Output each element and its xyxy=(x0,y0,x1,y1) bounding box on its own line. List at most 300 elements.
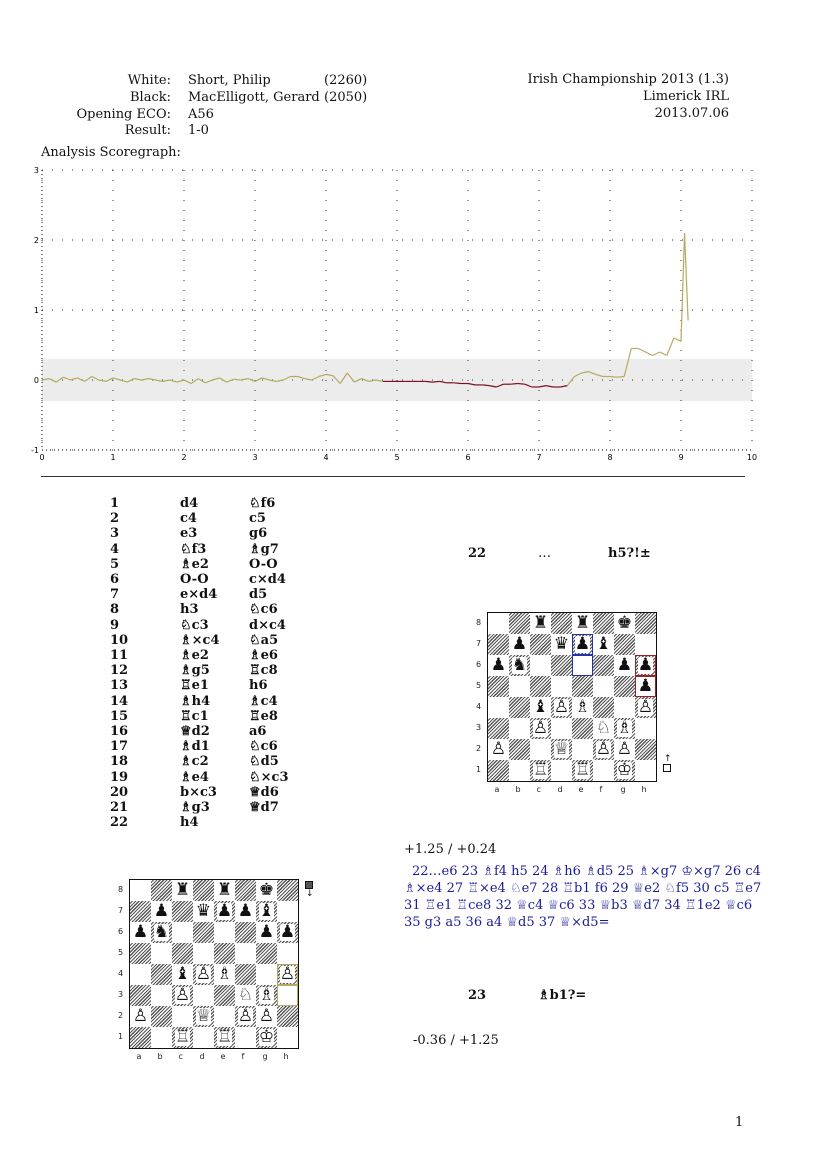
white-move: ♕d2 xyxy=(180,724,210,739)
white-pawn-icon: ♙ xyxy=(279,963,296,984)
white-pawn-icon: ♙ xyxy=(258,1005,275,1026)
square-d5 xyxy=(551,676,572,697)
move-number: 19 xyxy=(110,769,129,785)
black-pawn-icon: ♟ xyxy=(237,900,254,921)
black-pawn-icon: ♟ xyxy=(490,654,507,675)
square-c7 xyxy=(530,634,551,655)
black-rook-icon: ♜ xyxy=(574,612,591,633)
square-f2 xyxy=(235,1006,256,1027)
square-e5 xyxy=(214,943,235,964)
white-bishop-icon: ♗ xyxy=(574,696,591,717)
move-row xyxy=(0,663,330,678)
white-move: ♗×c4 xyxy=(180,632,220,648)
score-segment xyxy=(482,385,489,386)
file-label: f xyxy=(599,785,603,794)
score-segment xyxy=(667,338,674,356)
score-segment xyxy=(511,384,518,385)
file-label: c xyxy=(178,1052,183,1061)
white-move: e×d4 xyxy=(180,587,218,603)
move-number: 20 xyxy=(110,784,129,800)
white-move: O-O xyxy=(180,572,209,587)
analysis-scoregraph xyxy=(30,162,760,467)
x-tick-label: 5 xyxy=(394,453,400,462)
rank-label: 3 xyxy=(476,722,482,732)
move-row xyxy=(0,739,330,754)
file-label: c xyxy=(536,785,541,794)
move-highlight xyxy=(572,634,593,655)
square-f8 xyxy=(593,613,614,634)
rank-label: 2 xyxy=(476,743,482,753)
white-move: ♗d1 xyxy=(180,739,210,755)
black-move: ♗e6 xyxy=(249,648,278,663)
file-label: g xyxy=(262,1052,268,1061)
square-g7 xyxy=(256,901,277,922)
white-move: ♗e4 xyxy=(180,769,209,785)
square-e3 xyxy=(572,718,593,739)
square-d1 xyxy=(193,1027,214,1048)
eval-move22: +1.25 / +0.24 xyxy=(404,842,497,857)
black-pawn-icon: ♟ xyxy=(511,633,528,654)
black-move: ♘×c3 xyxy=(249,769,289,785)
square-h4 xyxy=(635,697,656,718)
white-bishop-icon: ♗ xyxy=(616,717,633,738)
score-segment xyxy=(681,233,685,342)
white-elo: (2260) xyxy=(324,73,368,88)
square-c6 xyxy=(172,922,193,943)
square-f6 xyxy=(593,655,614,676)
black-move: ♕d6 xyxy=(249,784,279,800)
black-label: Black: xyxy=(130,90,171,105)
move-row xyxy=(0,785,330,800)
black-move: h6 xyxy=(249,678,268,694)
move-highlight xyxy=(572,655,593,676)
turn-indicator-icon: ↑ xyxy=(663,754,672,772)
black-pawn-icon: ♟ xyxy=(637,675,654,696)
square-e2 xyxy=(572,739,593,760)
page-number: 1 xyxy=(735,1115,744,1130)
move-number: 4 xyxy=(110,541,120,557)
black-move: ♘c6 xyxy=(249,602,278,618)
rank-label: 5 xyxy=(476,680,482,690)
white-king-icon: ♔ xyxy=(258,1026,275,1047)
rank-label: 8 xyxy=(118,884,124,894)
y-tick-label: 3 xyxy=(33,166,39,175)
move-number: 10 xyxy=(110,632,129,648)
square-b5 xyxy=(509,676,530,697)
move22-number: 22 xyxy=(468,546,487,561)
rank-label: 6 xyxy=(476,659,482,669)
move-row xyxy=(0,511,330,526)
square-f8 xyxy=(235,880,256,901)
square-g1 xyxy=(614,760,635,781)
event-date: 2013.07.06 xyxy=(654,106,729,121)
square-b4 xyxy=(509,697,530,718)
square-c1 xyxy=(172,1027,193,1048)
score-segment xyxy=(617,377,624,378)
file-label: a xyxy=(494,785,500,794)
square-g5 xyxy=(614,676,635,697)
move-row xyxy=(0,496,330,511)
black-king-icon: ♚ xyxy=(258,879,275,900)
file-label: f xyxy=(241,1052,245,1061)
black-move: d×c4 xyxy=(249,617,286,633)
white-move: h4 xyxy=(180,815,199,831)
move-number: 7 xyxy=(110,587,120,603)
white-pawn-icon: ♙ xyxy=(132,1005,149,1026)
white-pawn-icon: ♙ xyxy=(490,738,507,759)
score-segment xyxy=(518,384,525,385)
black-queen-icon: ♛ xyxy=(195,900,212,921)
square-g2 xyxy=(256,1006,277,1027)
square-d8 xyxy=(193,880,214,901)
white-move: ♖e1 xyxy=(180,678,209,694)
move-row xyxy=(0,557,330,572)
black-king-icon: ♚ xyxy=(616,612,633,633)
file-label: b xyxy=(515,785,521,794)
move23-move: ♗b1?= xyxy=(538,988,587,1003)
black-pawn-icon: ♟ xyxy=(132,921,149,942)
square-f6 xyxy=(235,922,256,943)
square-e7 xyxy=(214,901,235,922)
rank-label: 1 xyxy=(118,1031,124,1041)
square-d2 xyxy=(551,739,572,760)
square-e3 xyxy=(214,985,235,1006)
square-g4 xyxy=(256,964,277,985)
square-c1 xyxy=(530,760,551,781)
result-label: Result: xyxy=(124,123,171,138)
x-tick-label: 6 xyxy=(465,453,471,462)
square-d8 xyxy=(551,613,572,634)
square-a7 xyxy=(130,901,151,922)
white-name: Short, Philip xyxy=(188,73,271,88)
square-a4 xyxy=(488,697,509,718)
square-h8 xyxy=(635,613,656,634)
score-segment xyxy=(685,233,689,321)
white-king-icon: ♔ xyxy=(616,759,633,780)
score-segment xyxy=(433,381,440,382)
x-tick-label: 10 xyxy=(746,453,758,462)
square-f3 xyxy=(593,718,614,739)
file-label: d xyxy=(199,1052,205,1061)
file-label: h xyxy=(283,1052,289,1061)
black-knight-icon: ♞ xyxy=(511,654,528,675)
rank-label: 7 xyxy=(476,638,482,648)
score-segment xyxy=(454,383,461,384)
black-move: c×d4 xyxy=(249,572,286,587)
white-move: ♘c3 xyxy=(180,617,209,633)
white-move: ♗g5 xyxy=(180,663,210,679)
white-move: h3 xyxy=(180,602,199,618)
square-f2 xyxy=(593,739,614,760)
white-rook-icon: ♖ xyxy=(532,759,549,780)
square-d7 xyxy=(193,901,214,922)
square-c8 xyxy=(530,613,551,634)
square-g8 xyxy=(256,880,277,901)
square-g1 xyxy=(256,1027,277,1048)
square-h6 xyxy=(277,922,298,943)
square-e8 xyxy=(572,613,593,634)
white-move: ♗g3 xyxy=(180,800,210,815)
square-c5 xyxy=(172,943,193,964)
square-b8 xyxy=(151,880,172,901)
eco-label: Opening ECO: xyxy=(76,107,171,122)
move-row xyxy=(0,724,330,739)
black-pawn-icon: ♟ xyxy=(616,654,633,675)
white-move: ♗h4 xyxy=(180,693,211,709)
score-segment xyxy=(425,381,432,382)
square-a5 xyxy=(488,676,509,697)
white-bishop-icon: ♗ xyxy=(216,963,233,984)
square-g3 xyxy=(614,718,635,739)
move-number: 22 xyxy=(110,815,129,831)
y-tick-label: 0 xyxy=(33,376,39,385)
square-a1 xyxy=(130,1027,151,1048)
square-c7 xyxy=(172,901,193,922)
white-label: White: xyxy=(127,73,171,88)
black-move: ♗g7 xyxy=(249,541,279,557)
move-row xyxy=(0,694,330,709)
move-number: 18 xyxy=(110,754,129,770)
square-f3 xyxy=(235,985,256,1006)
square-b7 xyxy=(151,901,172,922)
square-b6 xyxy=(509,655,530,676)
x-tick-label: 7 xyxy=(536,453,542,462)
black-move: ♘c6 xyxy=(249,739,278,755)
rank-label: 5 xyxy=(118,947,124,957)
x-tick-label: 8 xyxy=(607,453,613,462)
square-b6 xyxy=(151,922,172,943)
white-queen-icon: ♕ xyxy=(553,738,570,759)
black-name: MacElligott, Gerard xyxy=(188,90,320,105)
x-tick-label: 3 xyxy=(252,453,258,462)
square-a7 xyxy=(488,634,509,655)
move22-move: h5?!± xyxy=(608,546,651,561)
black-move: O-O xyxy=(249,556,278,572)
white-rook-icon: ♖ xyxy=(216,1026,233,1047)
move-number: 17 xyxy=(110,739,129,755)
white-move: e3 xyxy=(180,526,198,542)
y-tick-label: 1 xyxy=(33,306,39,315)
square-c5 xyxy=(530,676,551,697)
square-d4 xyxy=(551,697,572,718)
event-name: Irish Championship 2013 (1.3) xyxy=(527,72,729,87)
square-g4 xyxy=(614,697,635,718)
black-pawn-icon: ♟ xyxy=(279,921,296,942)
white-move: ♗e2 xyxy=(180,556,209,572)
white-pawn-icon: ♙ xyxy=(616,738,633,759)
square-b1 xyxy=(151,1027,172,1048)
variation-line: 31 ♖e1 ♖ce8 32 ♕c4 ♕c6 33 ♕b3 ♕d7 34 ♖1e2 ♕c6 xyxy=(404,898,753,913)
move-number: 13 xyxy=(110,678,129,694)
square-h1 xyxy=(635,760,656,781)
black-move: d5 xyxy=(249,587,268,603)
square-c2 xyxy=(172,1006,193,1027)
black-bishop-icon: ♝ xyxy=(258,900,275,921)
event-site: Limerick IRL xyxy=(642,89,729,104)
move-row xyxy=(0,633,330,648)
black-move: ♖e8 xyxy=(249,708,278,724)
white-knight-icon: ♘ xyxy=(595,717,612,738)
square-b7 xyxy=(509,634,530,655)
move-highlight xyxy=(277,964,298,985)
white-pawn-icon: ♙ xyxy=(174,984,191,1005)
move-number: 2 xyxy=(110,511,120,527)
white-pawn-icon: ♙ xyxy=(195,963,212,984)
black-move: ♕d7 xyxy=(249,800,279,815)
black-rook-icon: ♜ xyxy=(532,612,549,633)
move-number: 1 xyxy=(110,496,120,511)
square-g6 xyxy=(614,655,635,676)
square-a3 xyxy=(488,718,509,739)
square-d5 xyxy=(193,943,214,964)
square-b3 xyxy=(151,985,172,1006)
black-pawn-icon: ♟ xyxy=(216,900,233,921)
square-e4 xyxy=(572,697,593,718)
square-e2 xyxy=(214,1006,235,1027)
file-label: h xyxy=(641,785,647,794)
move23-number: 23 xyxy=(468,988,487,1003)
square-d3 xyxy=(193,985,214,1006)
square-b3 xyxy=(509,718,530,739)
board-frame xyxy=(487,612,657,782)
file-label: e xyxy=(578,785,584,794)
square-f7 xyxy=(593,634,614,655)
result-value: 1-0 xyxy=(188,123,209,138)
score-segment xyxy=(660,352,667,356)
square-e8 xyxy=(214,880,235,901)
black-move: ♘d5 xyxy=(249,754,279,770)
square-e5 xyxy=(572,676,593,697)
move-row xyxy=(0,542,330,557)
rank-label: 7 xyxy=(118,905,124,915)
square-d6 xyxy=(551,655,572,676)
rank-label: 1 xyxy=(476,764,482,774)
move-row xyxy=(0,770,330,785)
black-bishop-icon: ♝ xyxy=(532,696,549,717)
black-move: ♘f6 xyxy=(249,496,276,511)
square-c2 xyxy=(530,739,551,760)
rank-label: 2 xyxy=(118,1010,124,1020)
black-elo: (2050) xyxy=(324,90,368,105)
move-highlight xyxy=(277,985,298,1006)
eval-move23: -0.36 / +1.25 xyxy=(413,1033,499,1048)
black-rook-icon: ♜ xyxy=(216,879,233,900)
y-tick-label: -1 xyxy=(31,446,39,455)
divider xyxy=(41,476,745,477)
square-d3 xyxy=(551,718,572,739)
square-f5 xyxy=(593,676,614,697)
move-number: 9 xyxy=(110,617,120,633)
square-b2 xyxy=(151,1006,172,1027)
black-move: ♖c8 xyxy=(249,663,278,679)
rank-label: 3 xyxy=(118,989,124,999)
black-pawn-icon: ♟ xyxy=(637,654,654,675)
move-row xyxy=(0,800,330,815)
rank-label: 4 xyxy=(118,968,124,978)
square-h5 xyxy=(277,943,298,964)
square-g3 xyxy=(256,985,277,1006)
move-number: 21 xyxy=(110,800,129,815)
white-queen-icon: ♕ xyxy=(195,1005,212,1026)
square-a3 xyxy=(130,985,151,1006)
rank-label: 6 xyxy=(118,926,124,936)
square-e6 xyxy=(214,922,235,943)
square-c3 xyxy=(530,718,551,739)
move-number: 8 xyxy=(110,602,120,618)
square-b8 xyxy=(509,613,530,634)
variation-line: ♗×e4 27 ♖×e4 ♘e7 28 ♖b1 f6 29 ♕e2 ♘f5 30 c5 ♖e7 xyxy=(404,881,762,896)
square-a2 xyxy=(488,739,509,760)
square-g6 xyxy=(256,922,277,943)
move-row xyxy=(0,526,330,541)
white-rook-icon: ♖ xyxy=(574,759,591,780)
square-b2 xyxy=(509,739,530,760)
move-number: 6 xyxy=(110,572,120,587)
x-tick-label: 0 xyxy=(39,453,45,462)
graph-title: Analysis Scoregraph: xyxy=(41,145,181,160)
variation-move22 xyxy=(404,863,784,931)
move-highlight xyxy=(635,655,656,676)
square-d2 xyxy=(193,1006,214,1027)
square-f4 xyxy=(235,964,256,985)
move-number: 11 xyxy=(110,648,129,663)
square-c6 xyxy=(530,655,551,676)
score-segment xyxy=(610,377,617,378)
white-pawn-icon: ♙ xyxy=(595,738,612,759)
square-b4 xyxy=(151,964,172,985)
white-pawn-icon: ♙ xyxy=(237,1005,254,1026)
square-h7 xyxy=(277,901,298,922)
white-move: ♖c1 xyxy=(180,708,209,724)
move-row xyxy=(0,678,330,693)
white-pawn-icon: ♙ xyxy=(553,696,570,717)
square-a8 xyxy=(130,880,151,901)
square-g7 xyxy=(614,634,635,655)
move-row xyxy=(0,572,330,587)
black-pawn-icon: ♟ xyxy=(258,921,275,942)
square-c4 xyxy=(172,964,193,985)
square-h2 xyxy=(277,1006,298,1027)
black-move: c5 xyxy=(249,511,266,527)
black-move: a6 xyxy=(249,724,267,739)
square-a6 xyxy=(488,655,509,676)
square-f4 xyxy=(593,697,614,718)
eco-code: A56 xyxy=(188,107,214,122)
white-bishop-icon: ♗ xyxy=(258,984,275,1005)
black-move: g6 xyxy=(249,526,268,542)
score-segment xyxy=(653,352,660,356)
turn-indicator-icon: ↓ xyxy=(305,881,314,899)
move-number: 14 xyxy=(110,693,129,709)
square-b5 xyxy=(151,943,172,964)
white-move: b×c3 xyxy=(180,784,217,800)
square-g8 xyxy=(614,613,635,634)
y-tick-label: 2 xyxy=(33,236,39,245)
square-e4 xyxy=(214,964,235,985)
white-knight-icon: ♘ xyxy=(237,984,254,1005)
square-h7 xyxy=(635,634,656,655)
square-h1 xyxy=(277,1027,298,1048)
square-a8 xyxy=(488,613,509,634)
move-number: 16 xyxy=(110,724,129,739)
black-move: ♗c4 xyxy=(249,693,278,709)
file-label: b xyxy=(157,1052,163,1061)
score-segment xyxy=(234,379,241,380)
variation-line: 22…e6 23 ♗f4 h5 24 ♗h6 ♗d5 25 ♗×g7 ♔×g7 26 c4 xyxy=(412,864,761,879)
white-rook-icon: ♖ xyxy=(174,1026,191,1047)
square-a6 xyxy=(130,922,151,943)
x-tick-label: 2 xyxy=(181,453,187,462)
